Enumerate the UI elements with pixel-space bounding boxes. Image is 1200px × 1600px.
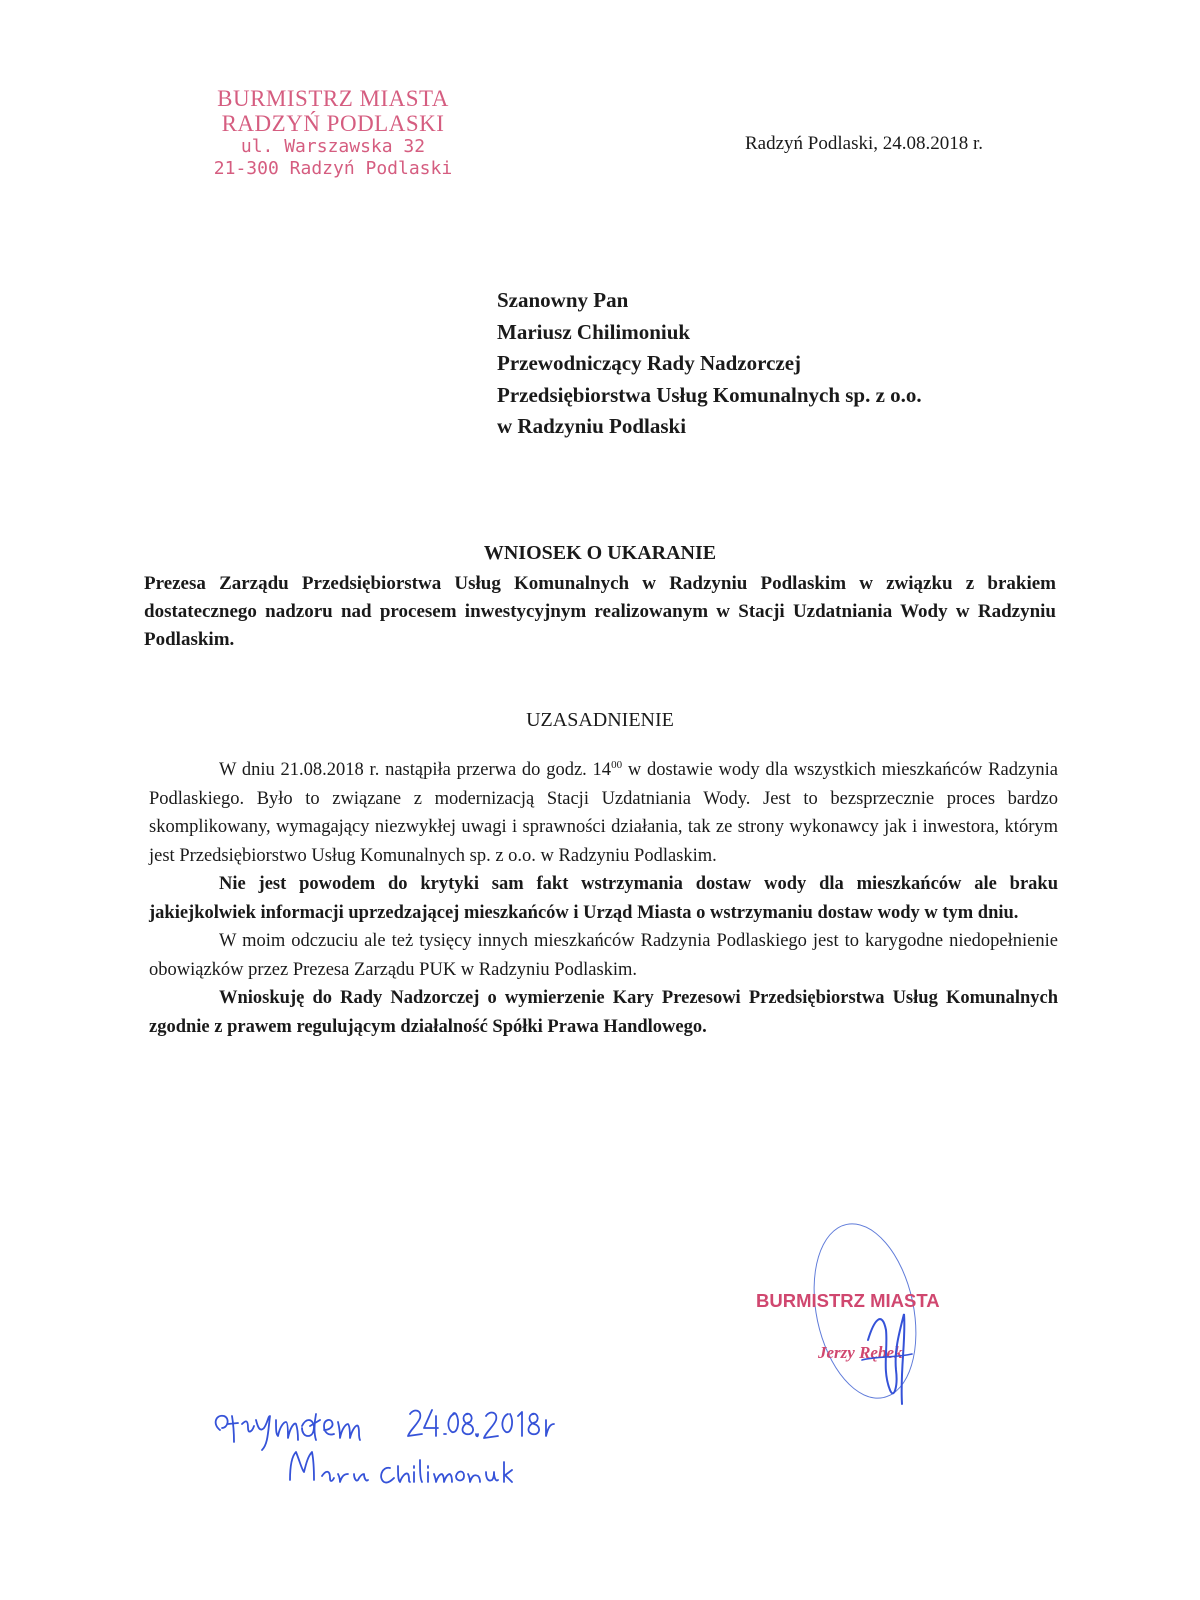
justification-paragraph-4: Wnioskuję do Rady Nadzorczej o wymierzenie Kary Prezesowi Przedsiębiorstwa Usług Komunalnych zgodnie z prawem regulującym działalność Spółki Prawa Handlowego. [149,988,1058,1037]
justification-title: UZASADNIENIE [526,709,674,731]
handwritten-signature [860,1300,920,1410]
signature-name: Jerzy Rębek [818,1343,903,1362]
place-and-date: Radzyń Podlaski, 24.08.2018 r. [745,133,984,154]
request-title: WNIOSEK O UKARANIE [483,542,717,564]
request-subject: Prezesa Zarządu Przedsiębiorstwa Usług Komunalnych w Radzyniu Podlaskim w związku z brakiem dostatecznego nadzoru nad procesem inwestycyjnym realizowanym w Stacji Uzdatniania Wody w Radzyniu Podlaskim. [144,573,1056,650]
justification-paragraph-1 [149,756,1058,870]
office-stamp [198,86,468,180]
paragraph-1-start: W dniu 21.08.2018 r. nastąpiła przerwa do godz. 14 [219,760,612,780]
addressee-line: Przedsiębiorstwa Usług Komunalnych sp. z o.o. [497,382,922,407]
stamp-line-title: BURMISTRZ MIASTA [217,86,449,111]
time-superscript: 00 [611,758,623,771]
stamp-line-city: RADZYŃ PODLASKI [221,111,445,136]
stamp-line-postal: 21-300 Radzyń Podlaski [213,158,453,179]
handwritten-receipt-note [210,1390,630,1500]
addressee-line: Mariusz Chilimoniuk [497,319,691,344]
addressee-line: Przewodniczący Rady Nadzorczej [497,351,802,375]
justification-paragraph-3: W moim odczuciu ale też tysięcy innych mieszkańców Radzynia Podlaskiego jest to karygodne niedopełnienie obowiązków przez Prezesa Zarządu PUK w Radzyniu Podlaskim. [149,931,1058,980]
justification-body [149,756,1058,1041]
addressee-block [497,285,922,443]
addressee-line: w Radzyniu Podlaski [497,414,687,438]
addressee-line: Szanowny Pan [497,288,629,312]
paragraph-1-rest: w dostawie wody dla wszystkich mieszkańców Radzynia Podlaskiego. Było to związane z modernizacją Stacji Uzdatniania Wody. Jest to bezsprzecznie proces bardzo skomplikowany, wymagający niezwykłej uwagi i sprawności działania, tak ze strony wykonawcy jak i inwestora, którym jest Przedsiębiorstwo Usług Komunalnych sp. z o.o. w Radzyniu Podlaskim. [149,760,1059,866]
stamp-line-street: ul. Warszawska 32 [240,136,426,157]
signature-title: BURMISTRZ MIASTA [756,1290,940,1311]
justification-paragraph-2: Nie jest powodem do krytyki sam fakt wstrzymania dostaw wody dla mieszkańców ale braku jakiejkolwiek informacji uprzedzającej mieszkańców i Urząd Miasta o wstrzymaniu dostaw wody w tym dniu. [149,874,1058,923]
